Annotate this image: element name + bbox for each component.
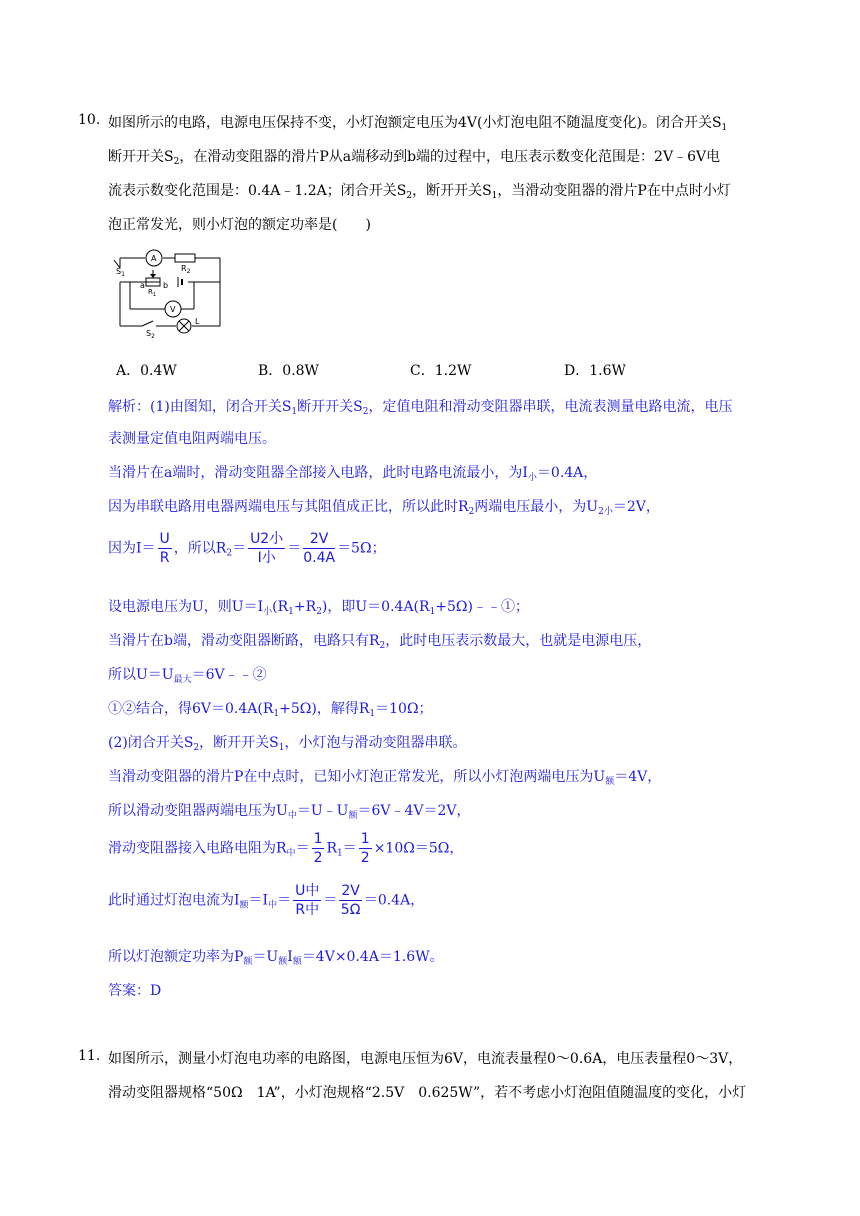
question-11-number: 11. [78, 1048, 101, 1064]
r2-label: $R_2$ [181, 264, 191, 275]
fraction-2v-over-04a: $\frac{2V}{0.4A}$ [303, 531, 336, 566]
option-d: D．1.6W [564, 363, 626, 379]
r1-label: $R_1$ [148, 288, 157, 298]
solution-line-11: 当滑动变阻器的滑片P在中点时，已知小灯泡正常发光，所以小灯泡两端电压为$U_额=4V$， [108, 769, 662, 787]
solution-line-3: 当滑片在a端时，滑动变阻器全部接入电路，此时电路电流最小，为$I_小=0.4A$， [108, 465, 598, 483]
answer: 答案：D [108, 983, 162, 999]
option-c: C．1.2W [410, 363, 472, 379]
solution-line-14: 此时通过灯泡电流为$I_额=I_中=$ $\frac{\text{U中}}{\text{R中}}$ ＝ $\frac{2V}{5\Omega}$ ＝0.4A， [108, 883, 425, 918]
fraction-one-half-2: $\frac{1}{2}$ [360, 831, 370, 866]
voltmeter-label: V [170, 305, 176, 314]
option-a: A．0.4W [116, 363, 177, 379]
slider-end-a: a [140, 281, 145, 290]
solution-line-8: 所以$U=U_{最大}=6V﹣﹣②$ [108, 667, 267, 685]
question-10-line-2: 断开开关$S_2$，在滑动变阻器的滑片P从a端移动到b端的过程中，电压表示数变化范围是：2V﹣6V电 [108, 149, 721, 167]
solution-line-6: 设电源电压为U，则$U=I_小(R_1+R_2)$，即$U=0.4A(R_1+5\Omega)﹣﹣①$； [108, 599, 530, 617]
lamp-label: L [195, 317, 200, 326]
question-11-line-2: 滑动变阻器规格“50Ω 1A”，小灯泡规格“2.5V 0.625W”，若不考虑小灯泡阻值随温度的变化，小灯 [108, 1085, 747, 1101]
solution-line-5: 因为I＝ $\frac{U}{R}$ ，所以$R_2=$ $\frac{\text{U2小}}{\text{I小}}$ ＝ $\frac{2V}{0.4A}$ ＝5Ω； [108, 531, 386, 566]
solution-line-15: 所以灯泡额定功率为$P_额=U_额I_额=4V\times 0.4A=1.6W$。 [108, 949, 444, 967]
fraction-u-mid-over-r-mid: $\frac{\text{U中}}{\text{R中}}$ [295, 883, 320, 918]
question-11-line-1: 如图所示，测量小灯泡电功率的电路图，电源电压恒为6V，电流表量程0～0.6A，电压表量程0～3V， [108, 1051, 743, 1067]
fraction-one-half: $\frac{1}{2}$ [313, 831, 323, 866]
solution-line-7: 当滑片在b端，滑动变阻器断路，电路只有$R_2$，此时电压表示数最大，也就是电源电压， [108, 633, 652, 651]
s2-label: $S_2$ [146, 329, 155, 340]
fraction-u-over-r: $\frac{U}{R}$ [159, 531, 170, 566]
question-10-line-4: 泡正常发光，则小灯泡的额定功率是( ) [108, 217, 371, 233]
slider-end-b: b [163, 281, 169, 290]
ammeter-label: A [151, 254, 157, 263]
fraction-u2-over-i: $\frac{\text{U2小}}{\text{I小}}$ [250, 531, 284, 566]
question-10-line-3: 流表示数变化范围是：0.4A﹣1.2A；闭合开关$S_2$，断开开关$S_1$，当滑动变阻器的滑片P在中点时小灯 [108, 183, 731, 201]
solution-line-9: ①②结合，得$6V=0.4A(R_1+5\Omega)$，解得$R_1=10\Omega$； [108, 701, 433, 719]
solution-line-4: 因为串联电路用电器两端电压与其阻值成正比，所以此时$R_2$两端电压最小，为$U_{2小}=2V$， [108, 499, 660, 517]
solution-line-12: 所以滑动变阻器两端电压为$U_中=U﹣U_额=6V﹣4V=2V$， [108, 803, 471, 821]
s1-label: $S_1$ [116, 267, 125, 278]
solution-line-1: 解析：(1)由图知，闭合开关$S_1$断开开关$S_2$，定值电阻和滑动变阻器串联，电流表测量电路电流，电压 [108, 399, 733, 417]
solution-line-2: 表测量定值电阻两端电压。 [108, 431, 276, 447]
solution-line-13: 滑动变阻器接入电路电阻为$R_中=$ $\frac{1}{2}$ $R_1=$ $\frac{1}{2}$ ×10Ω＝5Ω， [108, 831, 464, 866]
solution-line-10: (2)闭合开关$S_2$，断开开关$S_1$，小灯泡与滑动变阻器串联。 [108, 735, 467, 753]
fraction-2v-over-5ohm: $\frac{2V}{5\Omega}$ [340, 883, 361, 918]
question-10-line-1: 如图所示的电路，电源电压保持不变，小灯泡额定电压为4V(小灯泡电阻不随温度变化)。闭合开关$S_1$ [108, 115, 728, 133]
option-b: B．0.8W [258, 363, 319, 379]
question-10-number: 10. [78, 112, 101, 128]
circuit-diagram [106, 244, 230, 340]
